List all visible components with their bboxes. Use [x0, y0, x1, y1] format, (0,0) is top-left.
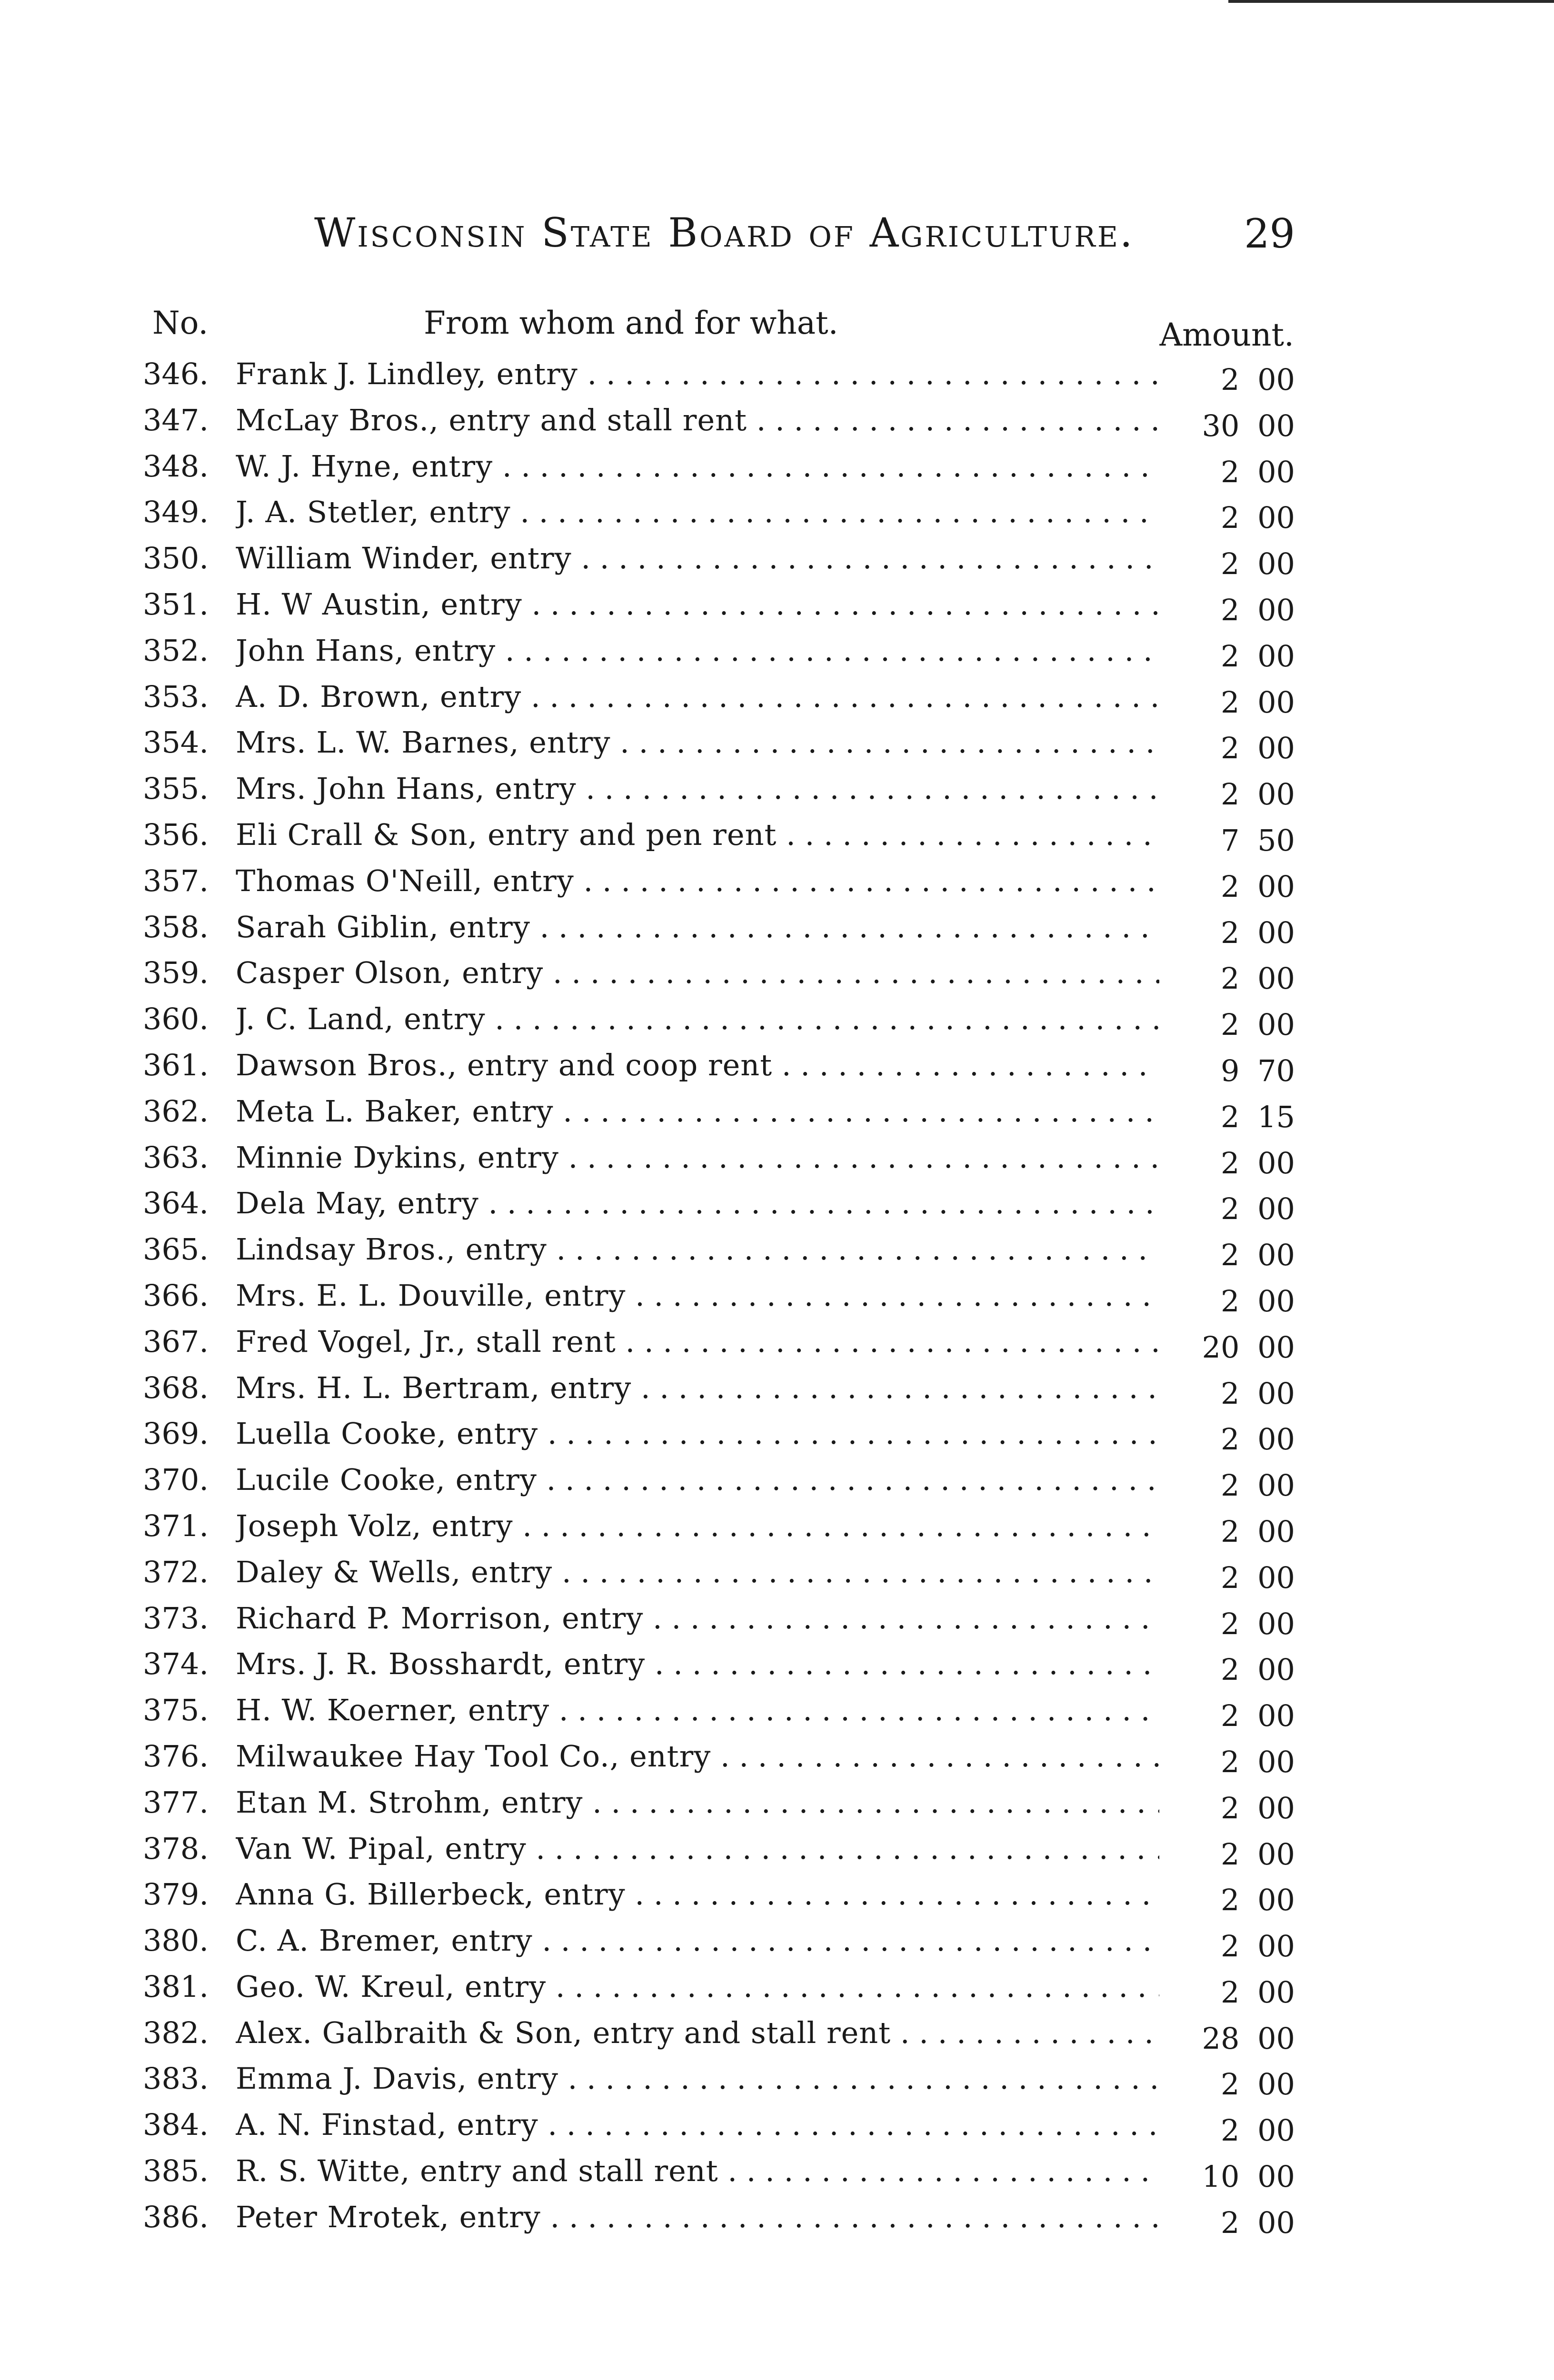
- entry-description: Mrs. H. L. Bertram, entry . . .: [236, 1365, 1159, 1411]
- entry-description: Peter Mrotek, entry . . .: [236, 2194, 1159, 2241]
- entry-amount: 2 00: [1220, 1744, 1295, 1779]
- entry-number: 356.: [143, 817, 209, 852]
- entry-amount: 2 00: [1220, 2067, 1295, 2102]
- entry-description: H. W. Koerner, entry . . .: [236, 1687, 1159, 1734]
- entry-number: 386.: [143, 2199, 209, 2234]
- entry-number: 376.: [143, 1738, 209, 1774]
- entry-description: A. N. Finstad, entry . . .: [236, 2102, 1159, 2148]
- table-row: [143, 1503, 1295, 1549]
- entry-amount: 2 00: [1220, 1145, 1295, 1180]
- entry-number: 367.: [143, 1324, 209, 1359]
- entry-number: 378.: [143, 1831, 209, 1866]
- entry-amount: 2 00: [1220, 2113, 1295, 2148]
- table-row: [143, 1319, 1295, 1365]
- entry-amount: 20 00: [1202, 1329, 1295, 1365]
- entry-description: R. S. Witte, entry and stall rent . . .: [236, 2148, 1159, 2194]
- top-rule: [1228, 0, 1554, 3]
- entry-amount: 2 00: [1220, 869, 1295, 904]
- entry-number: 359.: [143, 955, 209, 991]
- table-row: [143, 950, 1295, 996]
- table-row: [143, 1596, 1295, 1642]
- table-row: [143, 858, 1295, 904]
- entry-amount: 2 00: [1220, 1376, 1295, 1411]
- entry-number: 362.: [143, 1093, 209, 1129]
- table-row: [143, 397, 1295, 444]
- entry-description: Casper Olson, entry . . .: [236, 950, 1159, 996]
- table-row: [143, 1273, 1295, 1319]
- entry-amount: 2 00: [1220, 1836, 1295, 1872]
- entry-number: 347.: [143, 402, 209, 437]
- entry-number: 352.: [143, 633, 209, 668]
- entry-amount: 2 00: [1220, 1698, 1295, 1734]
- entry-description: William Winder, entry . . .: [236, 536, 1159, 582]
- entry-description: Lucile Cooke, entry . . .: [236, 1457, 1159, 1503]
- entry-description: J. A. Stetler, entry . . .: [236, 489, 1159, 536]
- table-row: [143, 536, 1295, 582]
- page-number: 29: [1244, 210, 1295, 257]
- entry-amount: 2 00: [1220, 454, 1295, 489]
- entry-number: 380.: [143, 1923, 209, 1958]
- entry-amount: 2 00: [1220, 2205, 1295, 2240]
- entry-description: Minnie Dykins, entry . . .: [236, 1135, 1159, 1181]
- entry-number: 353.: [143, 679, 209, 714]
- table-row: [143, 489, 1295, 536]
- table-row: [143, 351, 1295, 397]
- table-row: [143, 1641, 1295, 1687]
- entry-amount: 2 00: [1220, 362, 1295, 397]
- entry-description: J. C. Land, entry . . .: [236, 996, 1159, 1042]
- entry-description: Frank J. Lindley, entry . . .: [236, 351, 1159, 397]
- table-row: [143, 1872, 1295, 1918]
- entry-number: 377.: [143, 1785, 209, 1820]
- entry-description: John Hans, entry . . .: [236, 628, 1159, 674]
- table-row: [143, 1411, 1295, 1457]
- table-row: [143, 1227, 1295, 1273]
- entry-number: 348.: [143, 448, 209, 484]
- entry-description: Emma J. Davis, entry . . .: [236, 2056, 1159, 2102]
- entry-amount: 28 00: [1202, 2021, 1295, 2056]
- entry-amount: 2 00: [1220, 1007, 1295, 1042]
- column-header-no: No.: [152, 305, 209, 341]
- table-row: [143, 674, 1295, 720]
- entry-number: 363.: [143, 1140, 209, 1175]
- entry-number: 349.: [143, 495, 209, 530]
- table-row: [143, 1918, 1295, 1964]
- entry-amount: 2 15: [1220, 1099, 1295, 1134]
- entry-description: W. J. Hyne, entry . . .: [236, 444, 1159, 490]
- entry-amount: 7 50: [1220, 823, 1295, 858]
- entry-description: Mrs. J. R. Bosshardt, entry . . .: [236, 1641, 1159, 1687]
- table-row: [143, 1457, 1295, 1503]
- entry-amount: 2 00: [1220, 731, 1295, 766]
- table-row: [143, 1042, 1295, 1089]
- entry-description: Anna G. Billerbeck, entry . . .: [236, 1872, 1159, 1918]
- entry-description: Van W. Pipal, entry . . .: [236, 1826, 1159, 1872]
- entry-number: 368.: [143, 1370, 209, 1405]
- entry-amount: 2 00: [1220, 1929, 1295, 1964]
- entry-description: Geo. W. Kreul, entry . . .: [236, 1964, 1159, 2010]
- entry-number: 383.: [143, 2061, 209, 2096]
- entry-number: 366.: [143, 1278, 209, 1313]
- table-row: [143, 1780, 1295, 1826]
- entry-number: 346.: [143, 357, 209, 391]
- entry-description: C. A. Bremer, entry . . .: [236, 1918, 1159, 1964]
- table-row: [143, 2010, 1295, 2056]
- entry-description: Mrs. John Hans, entry . . .: [236, 766, 1159, 812]
- column-header-amount: Amount.: [1159, 317, 1294, 353]
- table-row: [143, 1135, 1295, 1181]
- entry-number: 384.: [143, 2107, 209, 2142]
- entry-number: 370.: [143, 1462, 209, 1497]
- entry-description: Mrs. L. W. Barnes, entry . . .: [236, 720, 1159, 766]
- entry-description: Milwaukee Hay Tool Co., entry . . .: [236, 1734, 1159, 1780]
- entry-amount: 2 00: [1220, 592, 1295, 627]
- table-row: [143, 1826, 1295, 1872]
- entry-number: 357.: [143, 863, 209, 898]
- table-row: [143, 1089, 1295, 1135]
- table-row: [143, 2056, 1295, 2102]
- entry-number: 382.: [143, 2015, 209, 2050]
- table-row: [143, 1734, 1295, 1780]
- entry-number: 350.: [143, 541, 209, 576]
- entry-amount: 2 00: [1220, 1238, 1295, 1273]
- table-row: [143, 1964, 1295, 2010]
- table-row: [143, 628, 1295, 674]
- entry-number: 360.: [143, 1002, 209, 1037]
- entry-number: 381.: [143, 1969, 209, 2004]
- table-row: [143, 1549, 1295, 1596]
- entry-number: 379.: [143, 1877, 209, 1912]
- entry-description: McLay Bros., entry and stall rent . . .: [236, 397, 1159, 444]
- entry-amount: 2 00: [1220, 1606, 1295, 1641]
- table-row: [143, 766, 1295, 812]
- entry-number: 371.: [143, 1508, 209, 1543]
- table-row: [143, 444, 1295, 490]
- entry-number: 361.: [143, 1047, 209, 1082]
- table-row: [143, 996, 1295, 1042]
- table-row: [143, 1180, 1295, 1227]
- entry-description: Mrs. E. L. Douville, entry . . .: [236, 1273, 1159, 1319]
- entry-description: Sarah Giblin, entry . . .: [236, 904, 1159, 951]
- entry-description: Luella Cooke, entry . . .: [236, 1411, 1159, 1457]
- entry-number: 373.: [143, 1600, 209, 1636]
- table-row: [143, 720, 1295, 766]
- entry-description: H. W Austin, entry . . .: [236, 582, 1159, 628]
- table-row: [143, 812, 1295, 858]
- entry-description: Richard P. Morrison, entry . . .: [236, 1596, 1159, 1642]
- entry-amount: 2 00: [1220, 777, 1295, 812]
- entry-number: 351.: [143, 586, 209, 622]
- entry-number: 364.: [143, 1186, 209, 1221]
- entry-amount: 2 00: [1220, 1883, 1295, 1918]
- page-header: [314, 209, 1295, 267]
- entry-number: 355.: [143, 771, 209, 806]
- entry-amount: 10 00: [1202, 2159, 1295, 2194]
- column-header-from: From whom and for what.: [424, 305, 838, 341]
- entry-amount: 2 00: [1220, 1514, 1295, 1549]
- entry-amount: 2 00: [1220, 1422, 1295, 1457]
- entry-description: A. D. Brown, entry . . .: [236, 674, 1159, 720]
- table-row: [143, 2148, 1295, 2194]
- entries-list: [143, 351, 1295, 2241]
- entry-description: Lindsay Bros., entry . . .: [236, 1227, 1159, 1273]
- table-row: [143, 582, 1295, 628]
- entry-amount: 2 00: [1220, 961, 1295, 996]
- entry-description: Meta L. Baker, entry . . .: [236, 1089, 1159, 1135]
- entry-amount: 2 00: [1220, 915, 1295, 950]
- entry-amount: 30 00: [1202, 408, 1295, 443]
- entry-amount: 2 00: [1220, 1468, 1295, 1503]
- entry-description: Dela May, entry . . .: [236, 1180, 1159, 1227]
- entry-description: Eli Crall & Son, entry and pen rent . . .: [236, 812, 1159, 858]
- entry-number: 375.: [143, 1693, 209, 1728]
- entry-number: 372.: [143, 1554, 209, 1589]
- entry-description: Alex. Galbraith & Son, entry and stall rent . . .: [236, 2010, 1159, 2056]
- entry-amount: 2 00: [1220, 684, 1295, 720]
- table-row: [143, 2102, 1295, 2148]
- entry-number: 358.: [143, 909, 209, 944]
- table-row: [143, 1687, 1295, 1734]
- entry-description: Joseph Volz, entry . . .: [236, 1503, 1159, 1549]
- table-row: [143, 1365, 1295, 1411]
- entry-amount: 2 00: [1220, 1652, 1295, 1687]
- entry-amount: 2 00: [1220, 1790, 1295, 1825]
- entry-description: Thomas O'Neill, entry . . .: [236, 858, 1159, 904]
- entry-amount: 2 00: [1220, 1974, 1295, 2010]
- entry-amount: 2 00: [1220, 1283, 1295, 1319]
- entry-number: 365.: [143, 1232, 209, 1267]
- entry-number: 385.: [143, 2153, 209, 2189]
- running-title: Wisconsin State Board of Agriculture.: [314, 209, 1135, 256]
- entry-amount: 2 00: [1220, 546, 1295, 582]
- entry-description: Etan M. Strohm, entry . . .: [236, 1780, 1159, 1826]
- entry-amount: 2 00: [1220, 500, 1295, 536]
- entry-amount: 2 00: [1220, 638, 1295, 674]
- entry-number: 354.: [143, 725, 209, 760]
- entry-amount: 2 00: [1220, 1191, 1295, 1227]
- entry-amount: 2 00: [1220, 1560, 1295, 1595]
- table-row: [143, 2194, 1295, 2241]
- entry-description: Daley & Wells, entry . . .: [236, 1549, 1159, 1596]
- entry-description: Fred Vogel, Jr., stall rent . . .: [236, 1319, 1159, 1365]
- entry-description: Dawson Bros., entry and coop rent . . .: [236, 1042, 1159, 1089]
- entry-amount: 9 70: [1220, 1053, 1295, 1088]
- entry-number: 374.: [143, 1646, 209, 1682]
- entry-number: 369.: [143, 1416, 209, 1451]
- table-row: [143, 904, 1295, 951]
